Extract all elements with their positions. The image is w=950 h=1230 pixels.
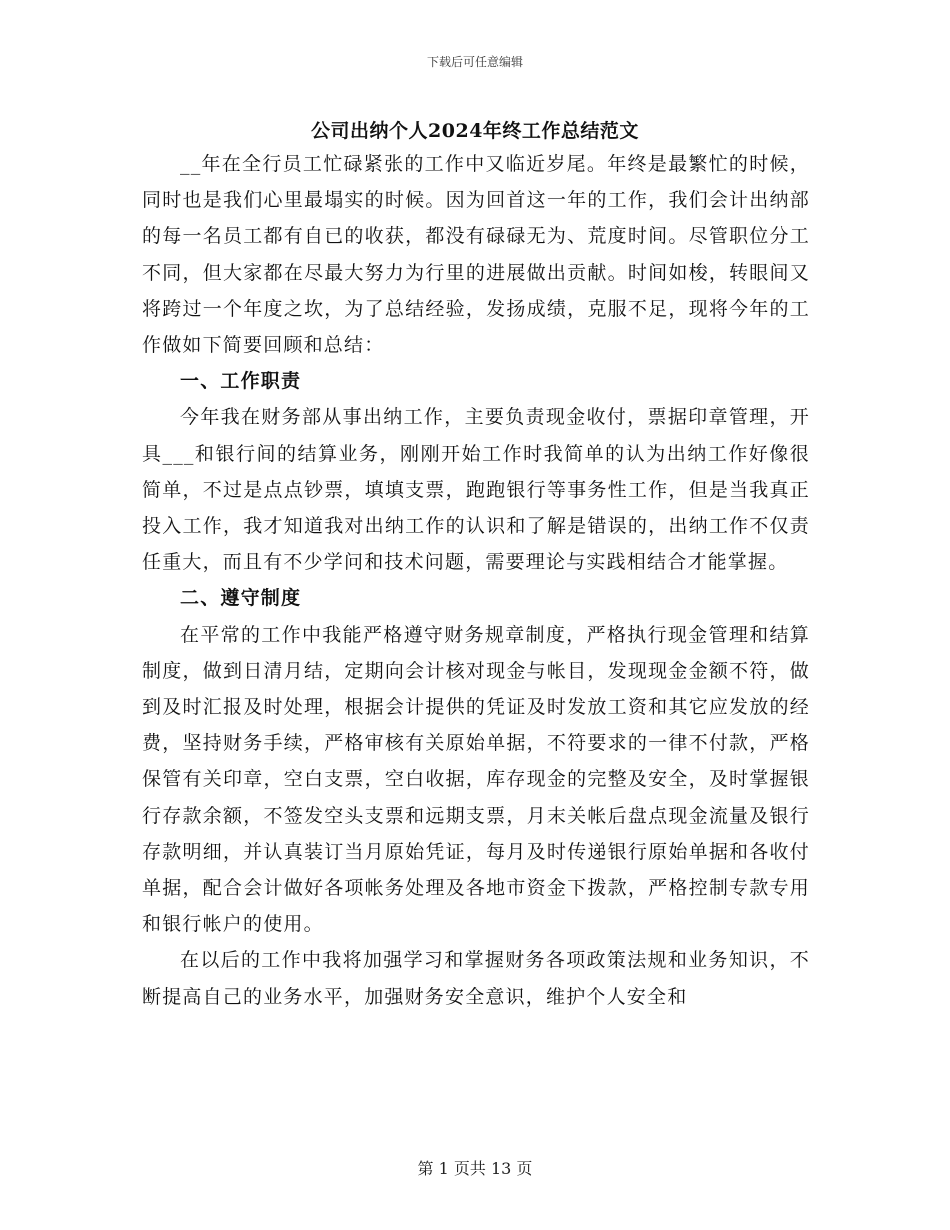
section-paragraph-rules: 在平常的工作中我能严格遵守财务规章制度，严格执行现金管理和结算制度，做到日清月结，定期向会计核对现金与帐目，发现现金金额不符，做到及时汇报及时处理，根据会计提供的凭证及时发放工资和其它应发放的经费，坚持财务手续，严格审核有关原始单据，不符要求的一律不付款，严格保管有关印章，空白支票，空白收据，库存现金的完整及安全，及时掌握银行存款余额，不签发空头支票和远期支票，月末关帐后盘点现金流量及银行存款明细，并认真装订当月原始凭证，每月及时传递银行原始单据和各收付单据，配合会计做好各项帐务处理及各地市资金下拨款，严格控制专款专用和银行帐户的使用。 xyxy=(142,623,810,936)
page-header-note: 下载后可任意编辑 xyxy=(426,55,523,69)
section-paragraph-future: 在以后的工作中我将加强学习和掌握财务各项政策法规和业务知识，不断提高自己的业务水平，加强财务安全意识，维护个人安全和 xyxy=(142,949,810,1008)
intro-paragraph: __年在全行员工忙碌紧张的工作中又临近岁尾。年终是最繁忙的时候，同时也是我们心里最塌实的时候。因为回首这一年的工作，我们会计出纳部的每一名员工都有自已的收获，都没有碌碌无为、荒度时间。尽管职位分工不同，但大家都在尽最大努力为行里的进展做出贡献。时间如梭，转眼间又将跨过一个年度之坎，为了总结经验，发扬成绩，克服不足，现将今年的工作做如下简要回顾和总结： xyxy=(142,153,810,357)
document-title: 公司出纳个人2024年终工作总结范文 xyxy=(311,120,639,142)
page-footer-number: 第 1 页共 13 页 xyxy=(417,1159,533,1178)
section-heading-duties: 一、工作职责 xyxy=(180,370,302,393)
section-heading-rules: 二、遵守制度 xyxy=(180,587,302,610)
section-paragraph-duties: 今年我在财务部从事出纳工作，主要负责现金收付，票据印章管理，开具___和银行间的结算业务，刚刚开始工作时我简单的认为出纳工作好像很简单，不过是点点钞票，填填支票，跑跑银行等事务性工作，但是当我真正投入工作，我才知道我对出纳工作的认识和了解是错误的，出纳工作不仅责任重大，而且有不少学问和技术问题，需要理论与实践相结合才能掌握。 xyxy=(142,406,810,574)
document-body xyxy=(142,146,810,1015)
